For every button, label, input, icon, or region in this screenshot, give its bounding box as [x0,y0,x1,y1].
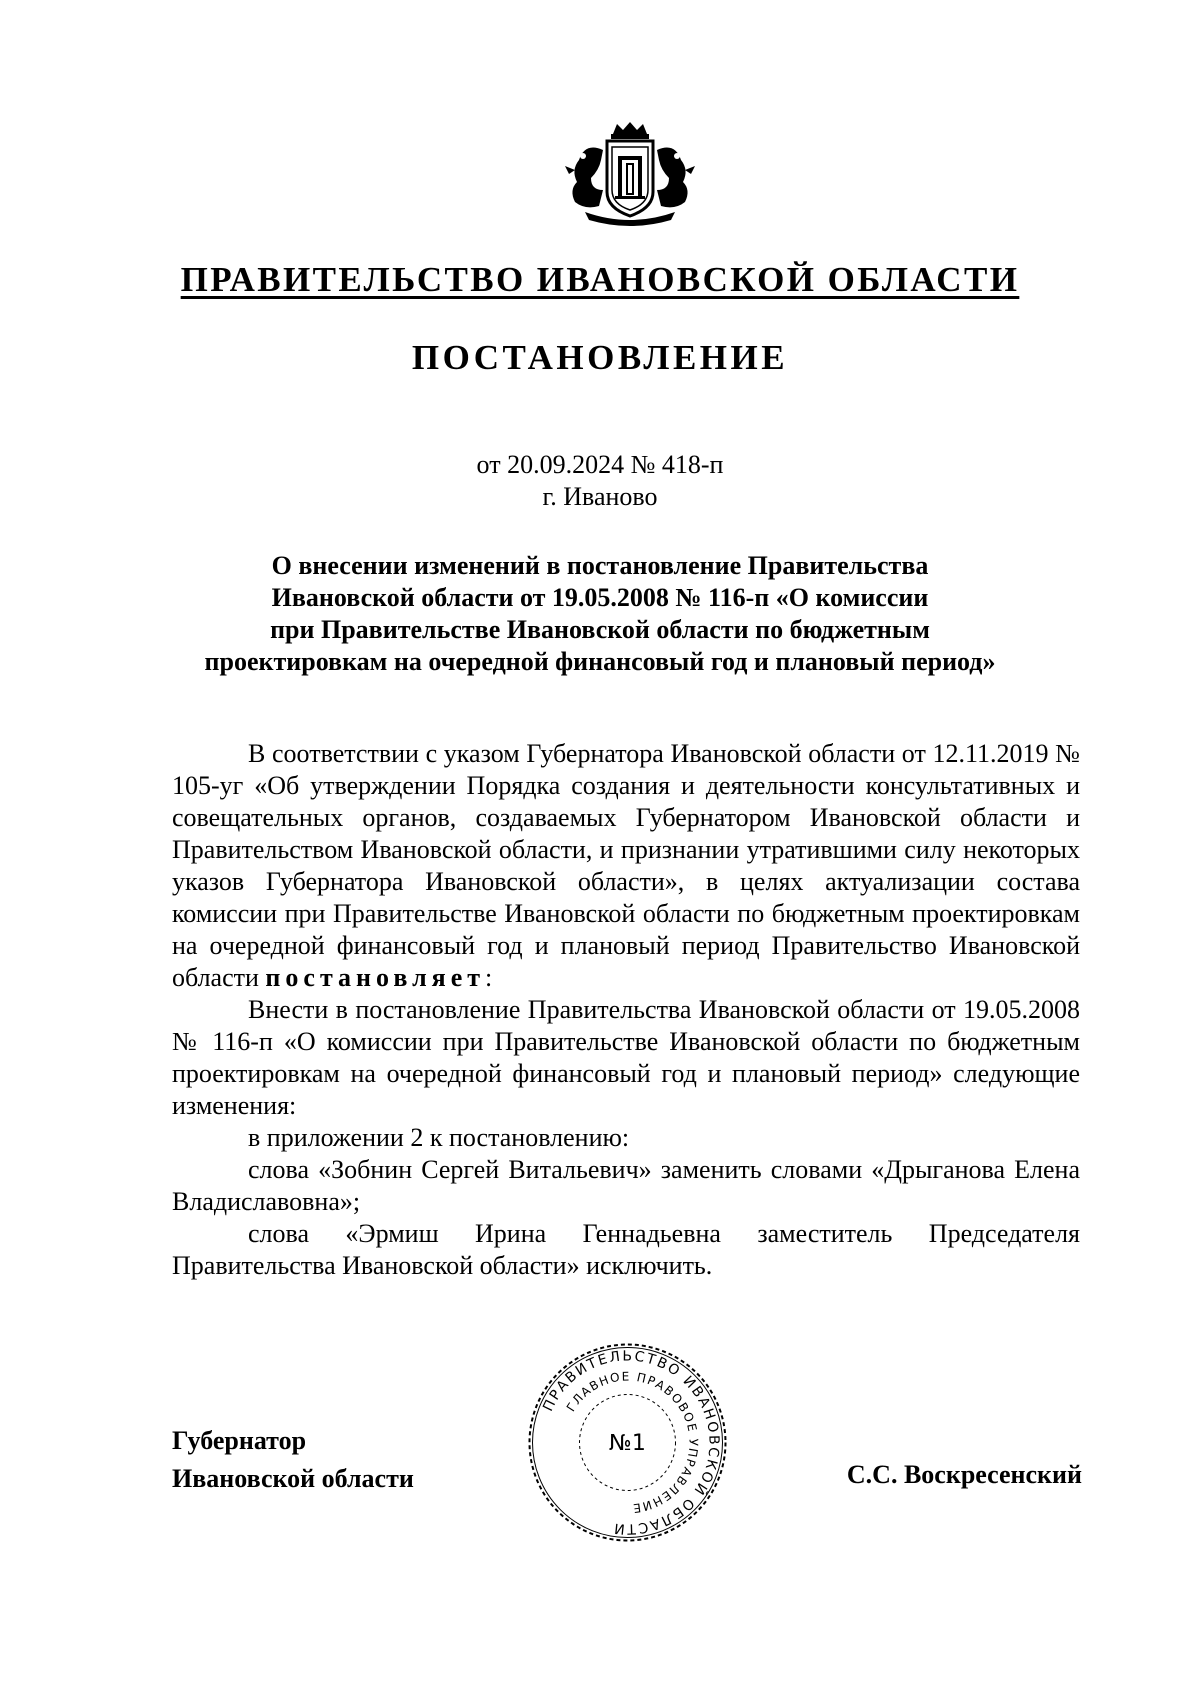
body-paragraph-preamble: В соответствии с указом Губернатора Ивановской области от 12.11.2019 № 105-уг «Об утверждении Порядка создания и деятельности консультативных и совещательных органов, создаваемых Губернатором Ивановской области и Правительством Ивановской области, и признании утратившими силу некоторых указов Губернатора Ивановской области», в целях актуализации состава комиссии при Правительстве Ивановской области по бюджетным проектировкам на очередной финансовый год и плановый период Правительство Ивановской области постановляет: [172,739,1080,992]
body-paragraph-exclude: слова «Эрмиш Ирина Геннадьевна заместитель Председателя Правительства Ивановской области» исключить. [172,1219,1080,1280]
stamp-inner-text: ГЛАВНОЕ ПРАВОВОЕ УПРАВЛЕНИЕ [563,1369,701,1516]
stamp-number: №1 [609,1431,646,1456]
subject-line: О внесении изменений в постановление Правительства [271,551,929,580]
ivanovo-coat-of-arms-icon [555,120,705,230]
document-date-number: от 20.09.2024 № 418-п [476,450,724,479]
document-city: г. Иваново [542,482,658,511]
stamp-outer-text: ПРАВИТЕЛЬСТВО ИВАНОВСКОЙ ОБЛАСТИ [540,1348,722,1537]
resolves-keyword: постановляет [265,963,486,992]
document-subject [180,550,1020,678]
government-title: ПРАВИТЕЛЬСТВО ИВАНОВСКОЙ ОБЛАСТИ [180,260,1020,299]
body-paragraph-amend: Внести в постановление Правительства Ивановской области от 19.05.2008 № 116-п «О комиссии при Правительстве Ивановской области по бюджетным проектировкам на очередной финансовый год и плановый период» следующие изменения: [172,995,1080,1120]
subject-line: Ивановской области от 19.05.2008 № 116-п «О комиссии [271,583,929,612]
body-paragraph-appendix: в приложении 2 к постановлению: [248,1123,630,1152]
official-stamp [525,1340,730,1545]
subject-line: при Правительстве Ивановской области по бюджетным [270,615,930,644]
body-paragraph-replace: слова «Зобнин Сергей Витальевич» заменить словами «Дрыганова Елена Владиславовна»; [172,1155,1080,1216]
document-type: ПОСТАНОВЛЕНИЕ [411,338,789,377]
document-body [172,738,1080,1282]
signatory-name: С.С. Воскресенский [846,1460,1082,1489]
signatory-title: Губернатор Ивановской области [172,1426,414,1493]
subject-line: проектировкам на очередной финансовый год и плановый период» [204,647,996,676]
